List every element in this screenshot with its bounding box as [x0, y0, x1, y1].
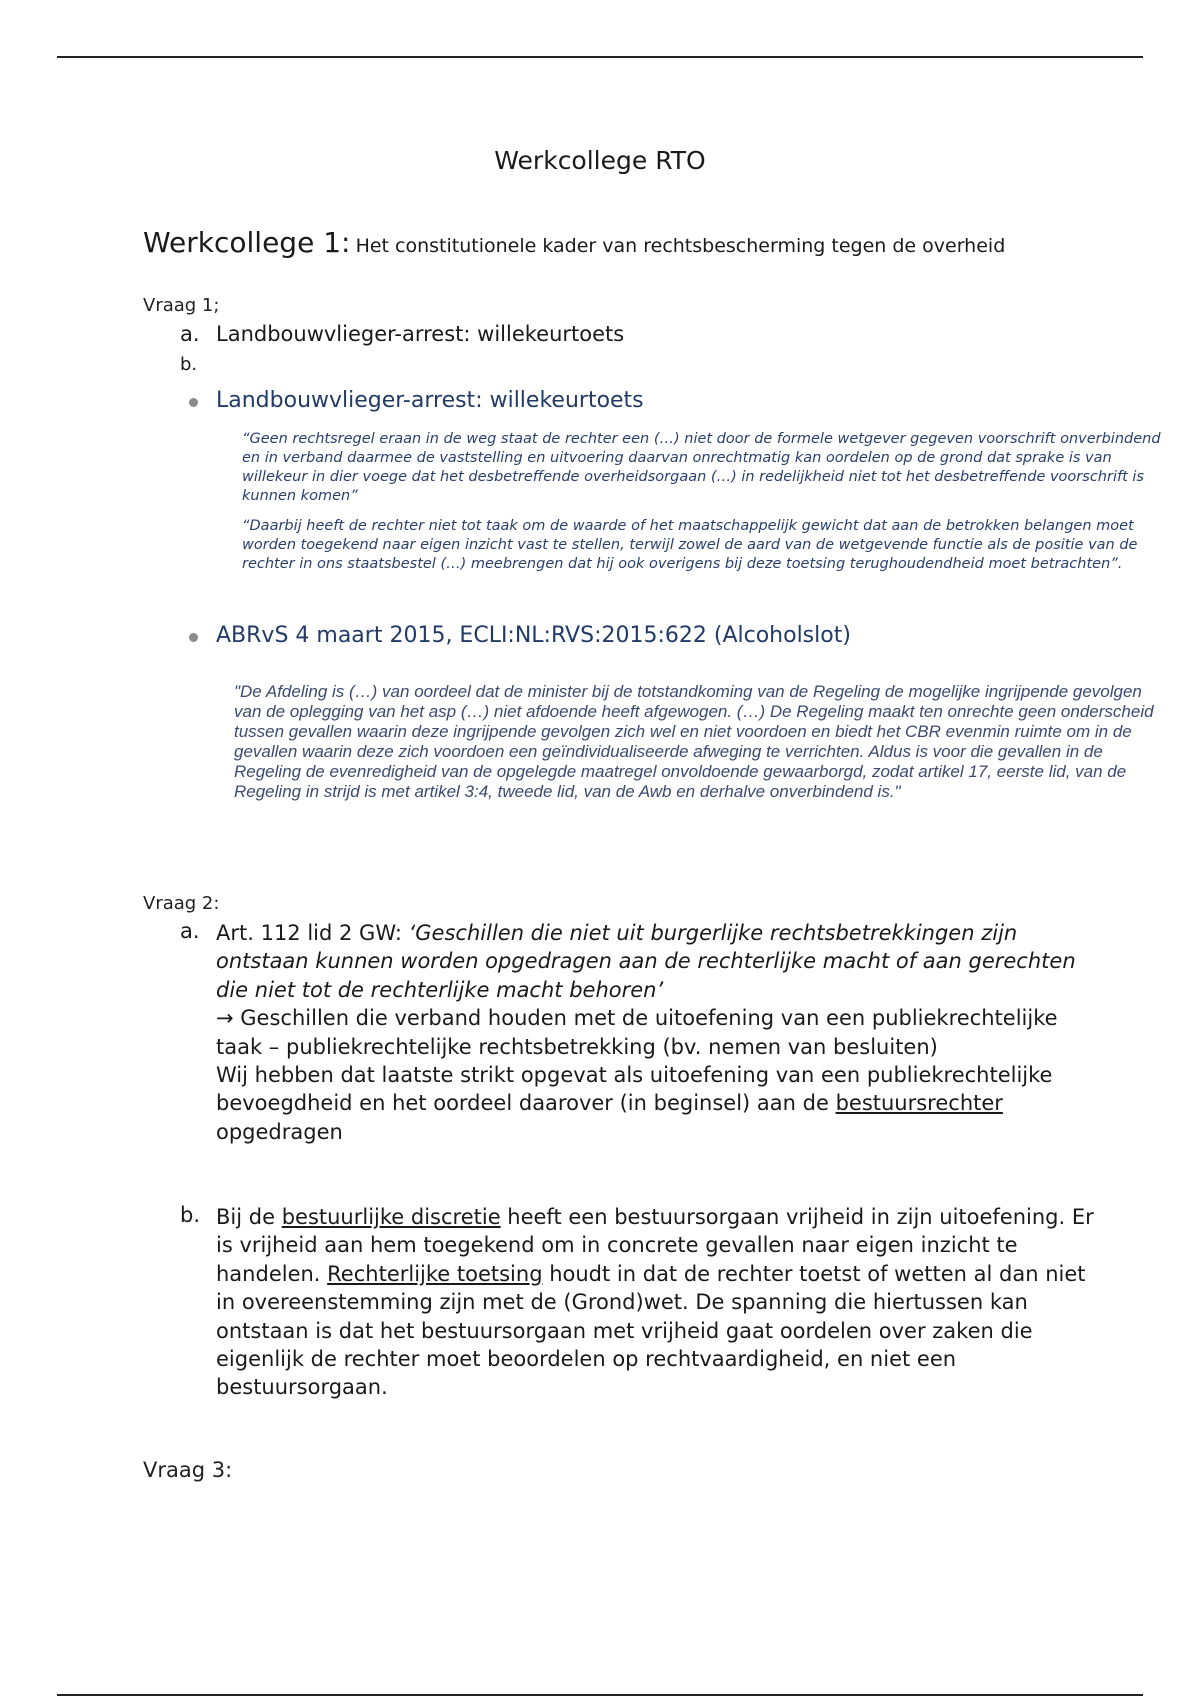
slide-quote-2: “Daarbij heeft de rechter niet tot taak om de waarde of het maatschappelijk gewicht dat aan de betrokken belangen moet worden toegekend naar eigen inzicht vast te stellen, terwijl zowel de aard van de wetgevende functie als de positie van de rechter in ons staatsbestel (…) meebrengen dat hij ook overigens bij deze toetsing terughoudendheid moet betrachten”.: [242, 518, 1138, 572]
article-quote: ‘Geschillen die niet uit burgerlijke rechtsbetrekkingen zijn ontstaan kunnen worden opgedragen aan de rechterlijke macht of aan gerechten die niet tot de rechterlijke macht behoren’: [216, 921, 1076, 1002]
vraag2-a-line2: [216, 1004, 1096, 1061]
vraag3-label: Vraag 3:: [143, 1458, 233, 1482]
term-bestuurlijke-discretie: bestuurlijke discretie: [281, 1205, 501, 1229]
vraag1-b-letter: b.: [180, 354, 198, 375]
vraag2-a-line3: Wij hebben dat laatste strikt opgevat als uitoefening van een publiekrechtelijke bevoegdheid en het oordeel daarover (in beginsel) aan de bestuursrechter opgedragen: [216, 1063, 1053, 1144]
bullet-dot-icon: [189, 633, 198, 642]
article-reference: Art. 112 lid 2 GW:: [216, 921, 409, 945]
slide-bullet-alcoholslot: [216, 623, 851, 648]
term-bestuursrechter: bestuursrechter: [835, 1091, 1003, 1116]
vraag1-label: Vraag 1;: [143, 295, 220, 316]
vraag1-a-text: Landbouwvlieger-arrest: willekeurtoets: [216, 322, 625, 346]
vraag2-b-letter: b.: [180, 1203, 201, 1227]
slide-bullet-text: Landbouwvlieger-arrest: willekeurtoets: [216, 388, 644, 413]
slide-bullet-landbouwvlieger: [216, 388, 644, 413]
vraag2-a-answer: [216, 919, 1096, 1146]
section-label: Werkcollege 1:: [143, 226, 351, 259]
vraag1-a-letter: a.: [180, 322, 200, 346]
slide-quote-1: “Geen rechtsregel eraan in de weg staat de rechter een (…) niet door de formele wetgever gegeven voorschrift onverbindend en in verband daarmee de vaststelling en uitvoering daarvan onrechtmatig kan oordelen op de grond dat sprake is van willekeur in dier voege dat het desbetreffende overheidsorgaan (…) in redelijkheid niet tot het desbetreffende voorschrift is kunnen komen”: [242, 431, 1161, 504]
vraag2-b-answer: Bij de bestuurlijke discretie heeft een bestuursorgaan vrijheid in zijn uitoefening. Er is vrijheid aan hem toegekend om in concrete gevallen naar eigen inzicht te handelen. Rechterlijke toetsing houdt in dat de rechter toetst of wetten al dan niet in overeenstemming zijn met de (Grond)wet. De spanning die hiertussen kan ontstaan is dat het bestuursorgaan met vrijheid gaat oordelen over zaken die eigenlijk de rechter moet beoordelen op rechtvaardigheid, en niet een bestuursorgaan.: [216, 1205, 1094, 1400]
header-rule: [57, 56, 1143, 58]
footer-rule: [57, 1694, 1143, 1696]
section-heading: [143, 226, 1005, 259]
term-rechterlijke-toetsing: Rechterlijke toetsing: [327, 1261, 543, 1286]
slide-quote-3: "De Afdeling is (…) van oordeel dat de minister bij de totstandkoming van de Regeling de mogelijke ingrijpende gevolgen van de oplegging van het asp (…) niet afdoende heeft afgewogen. (…) De Regeling maakt ten onrechte geen onderscheid tussen gevallen waarin deze ingrijpende gevolgen zich wel en niet voordoen en biedt het CBR evenmin ruimte om in de gevallen waarin deze zich voordoen een geïndividualiseerde afweging te verrichten. Aldus is voor die gevallen in de Regeling de evenredigheid van de opgelegde maatregel onvoldoende gewaarborgd, zodat artikel 17, eerste lid, van de Regeling in strijd is met artikel 3:4, tweede lid, van de Awb en derhalve onverbindend is.": [234, 682, 1154, 801]
document-title: Werkcollege RTO: [494, 146, 706, 175]
bullet-dot-icon: [189, 398, 198, 407]
section-subtitle: Het constitutionele kader van rechtsbescherming tegen de overheid: [355, 235, 1006, 257]
slide-bullet-text: ABRvS 4 maart 2015, ECLI:NL:RVS:2015:622 (Alcoholslot): [216, 623, 851, 648]
arrow-right-icon: →: [216, 1006, 234, 1031]
vraag2-a-explanation: Geschillen die verband houden met de uitoefening van een publiekrechtelijke taak – publiekrechtelijke rechtsbetrekking (bv. nemen van besluiten): [216, 1006, 1058, 1059]
vraag2-a-line1: [216, 919, 1096, 1004]
vraag2-a-letter: a.: [180, 919, 200, 943]
vraag2-label: Vraag 2:: [143, 893, 220, 914]
